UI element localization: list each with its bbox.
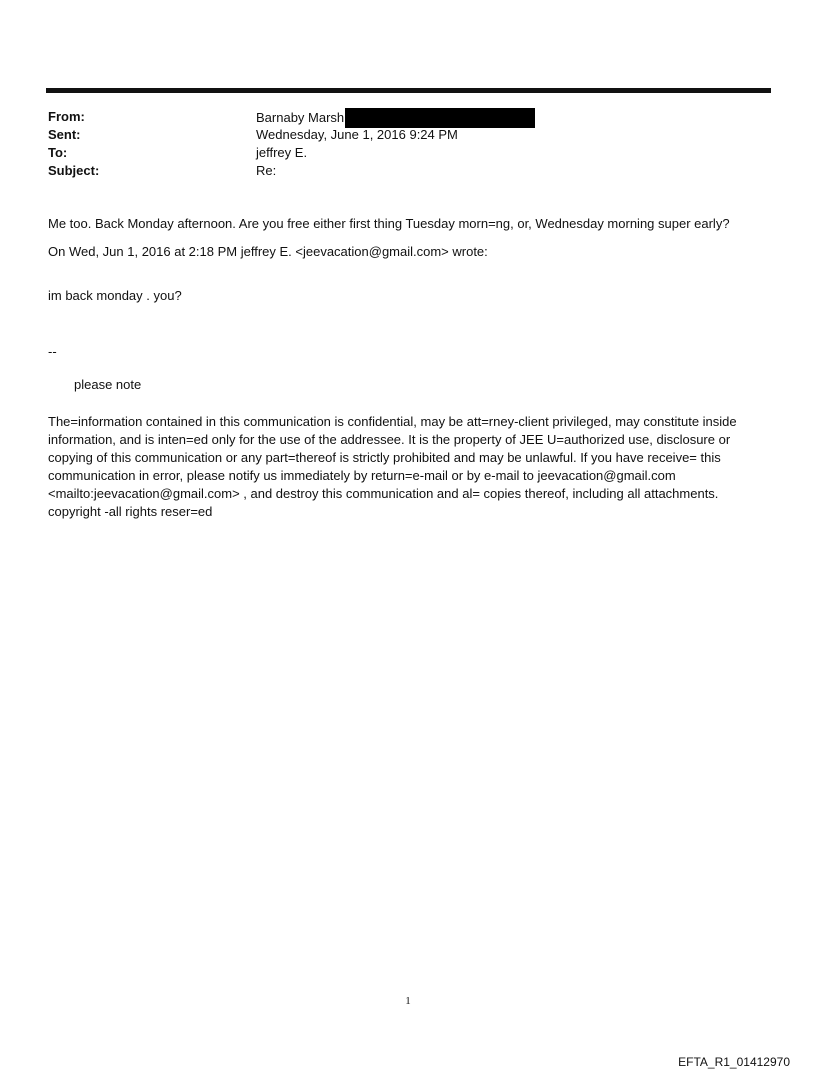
redaction-box [345,108,535,128]
from-value: Barnaby Marsh [256,110,345,125]
from-label: From: [48,109,85,124]
to-row [48,144,768,162]
quoted-message: im back monday . you? [48,288,182,303]
quote-attribution: On Wed, Jun 1, 2016 at 2:18 PM jeffrey E. <jeevacation@gmail.com> wrote: [48,244,488,259]
to-label: To: [48,145,68,160]
bates-number: EFTA_R1_01412970 [678,1055,790,1069]
signature-separator: -- [48,344,57,359]
please-note-heading: please note [74,377,142,392]
reply-paragraph: Me too. Back Monday afternoon. Are you free either first thing Tuesday morn=ng, or, Wednesday morning super early? [48,216,730,231]
sent-value: Wednesday, June 1, 2016 9:24 PM [256,127,458,142]
email-header [48,108,768,180]
sent-label: Sent: [48,127,81,142]
to-value: jeffrey E. [256,145,308,160]
confidentiality-disclaimer: The=information contained in this communication is confidential, may be att=rney-client privileged, may constitute inside information, and is inten=ed only for the use of the addressee. It is the property of JEE U=authorized use, disclosure or copying of this communication or any part=thereof is strictly prohibited and may be unlawful. If you have receive= this communication in error, please notify us immediately by return=e-mail or by e-mail to jeevacation@gmail.com <mailto:jeevacation@gmail.com> , and destroy this communication and al= copies thereof, including all attachments. copyright -all rights reser=ed [48,414,737,519]
page-number: 1 [405,995,411,1007]
subject-label: Subject: [48,163,100,178]
from-row [48,108,768,126]
sent-row [48,126,768,144]
subject-row [48,162,768,180]
subject-value: Re: [256,163,277,178]
header-rule [46,88,771,93]
from-value-wrap [256,108,535,128]
